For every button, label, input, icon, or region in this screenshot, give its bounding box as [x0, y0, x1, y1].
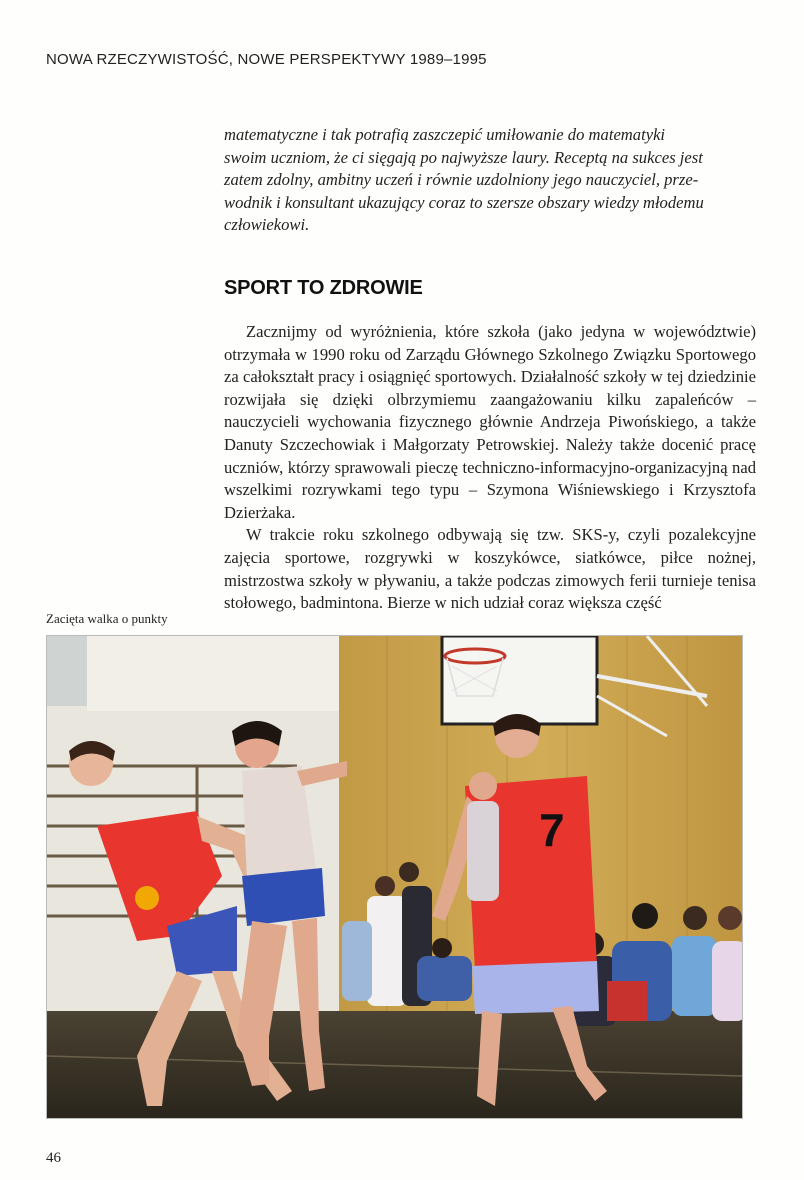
intro-line: wodnik i konsultant ukazujący coraz to szersze obszary wiedzy młodemu [224, 192, 704, 212]
paragraph: W trakcie roku szkolnego odbywają się tzw. SKS-y, czyli pozalekcyjne zajęcia sportowe, rozgrywki w koszykówce, siatkówce, piłce nożnej, mistrzostwa szkoły w pływaniu, a także podczas zimowych ferii turnieje tenisa stołowego, badmintona. Bierze w nich udział coraz większa część [224, 525, 756, 613]
intro-line: zatem zdolny, ambitny uczeń i równie uzdolniony jego nauczyciel, prze- [224, 170, 699, 190]
intro-line: matematyczne i tak potrafią zaszczepić umiłowanie do matematyki [224, 125, 666, 144]
intro-italic-text [224, 124, 756, 237]
intro-line: swoim uczniom, że ci sięgają po najwyższe laury. Receptą na sukces jest [224, 147, 703, 167]
paragraph: Zacznijmy od wyróżnienia, które szkoła (jako jedyna w województwie) otrzymała w 1990 roku od Zarządu Głównego Szkolnego Związku Sportowego za całokształt pracy i osiągnięć sportowych. Działalność szkoły w tej dziedzinie rozwijała się dzięki olbrzymiemu zaangażowaniu kilku zapaleńców – nauczycieli wychowania fizycznego głównie Andrzeja Piwońskiego, a także Danuty Szczechowiak i Małgorzaty Petrowskiej. Należy także docenić pracę uczniów, którzy sprawowali pieczę techniczno-informacyjno-organizacyjną nad wszelkimi rozrywkami tego typu – Szymona Wiśniewskiego i Krzysztofa Dzierżaka. [224, 322, 756, 522]
section-title: SPORT TO ZDROWIE [224, 277, 423, 299]
page-number: 46 [46, 1150, 61, 1166]
running-head: NOWA RZECZYWISTOŚĆ, NOWE PERSPEKTYWY 1989–1995 [46, 51, 487, 68]
body-text [224, 321, 756, 615]
jersey-number: 7 [539, 804, 565, 856]
intro-line: człowiekowi. [224, 215, 310, 235]
basketball-photo [46, 635, 743, 1119]
photo-caption: Zacięta walka o punkty [46, 611, 168, 626]
background-player [467, 772, 499, 901]
